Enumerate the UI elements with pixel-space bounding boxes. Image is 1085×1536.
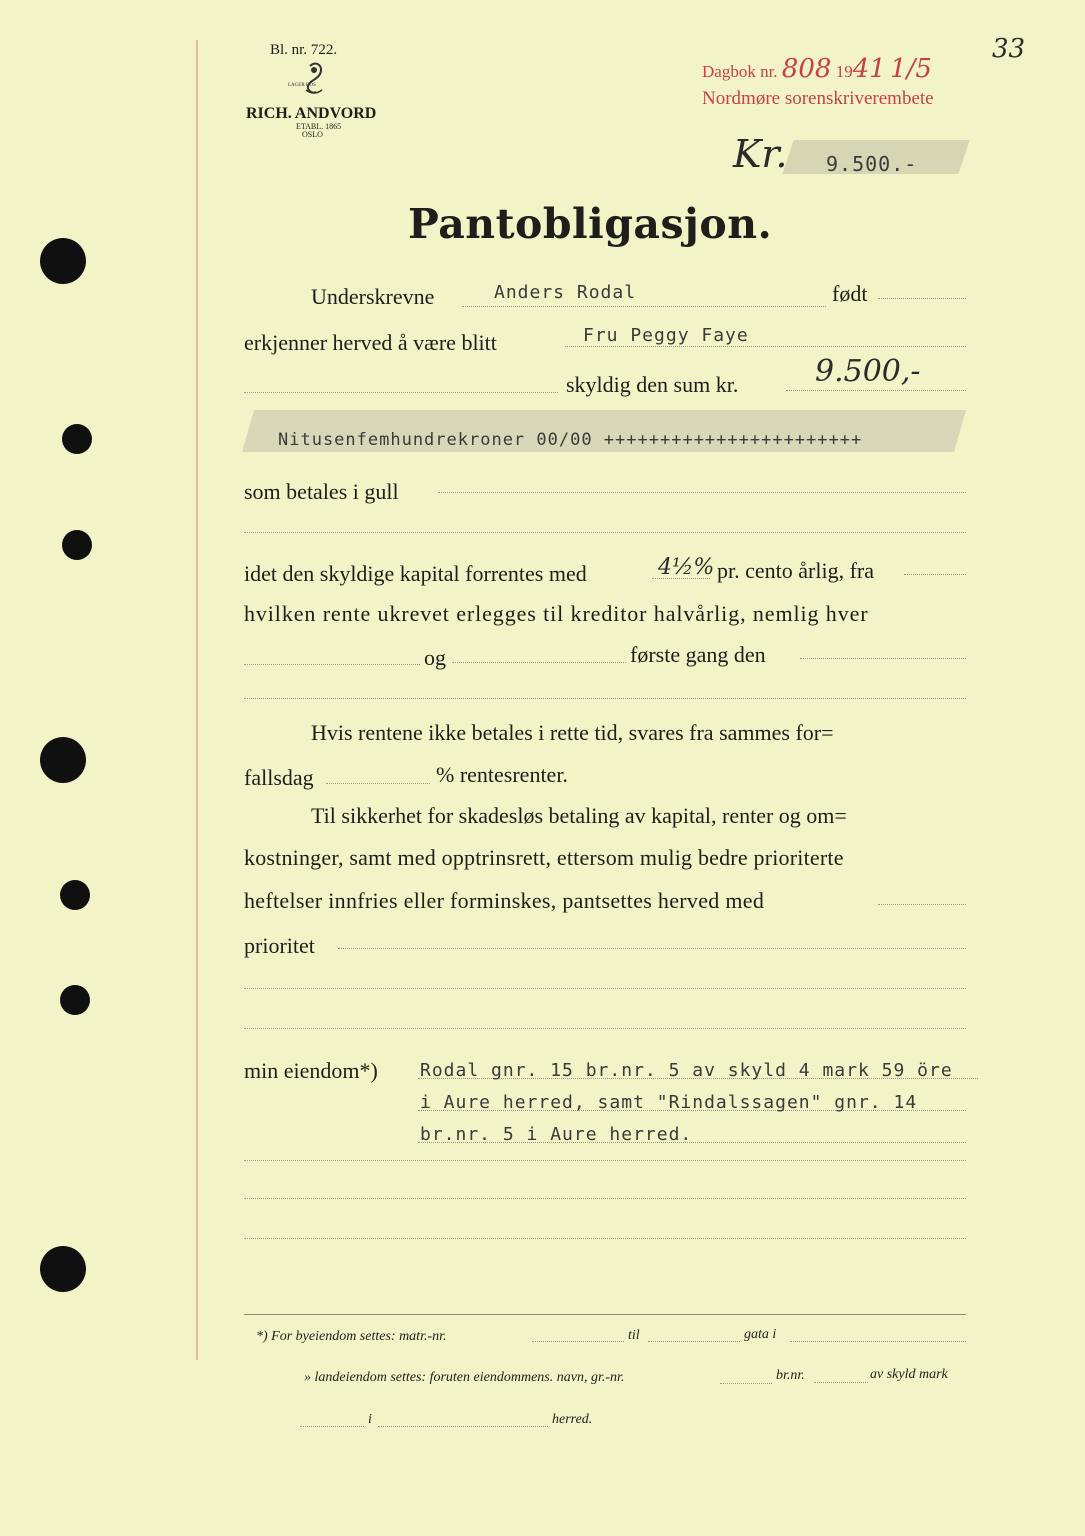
punch-hole xyxy=(62,424,92,454)
erkjenner-line xyxy=(565,346,966,347)
form-number: Bl. nr. 722. xyxy=(270,42,338,58)
margin-line xyxy=(196,40,198,1360)
creditor-value: Fru Peggy Faye xyxy=(583,325,749,346)
kr-amount: 9.500.- xyxy=(826,152,918,176)
office-stamp: Nordmøre sorenskriverembete xyxy=(702,88,934,109)
interest-label: idet den skyldige kapital forrentes med xyxy=(244,561,587,586)
til-text: Til sikkerhet for skadesløs betaling av kapital, renter og om= xyxy=(311,803,847,828)
footnote-line-3b: herred. xyxy=(552,1412,593,1427)
publisher-logo xyxy=(284,60,344,102)
eiendom-line-1-text: Rodal gnr. 15 br.nr. 5 av skyld 4 mark 59 öre xyxy=(420,1060,953,1081)
page-number: 33 xyxy=(992,34,1026,64)
forste-line xyxy=(800,658,966,659)
prioritet-label: prioritet xyxy=(244,933,315,958)
punch-hole xyxy=(40,238,86,284)
footnote-rule xyxy=(244,1314,966,1315)
fallsdag-label: fallsdag xyxy=(244,765,314,790)
erkjenner-label: erkjenner herved å være blitt xyxy=(244,330,497,355)
heftelser-text: heftelser innfries eller forminskes, pantsettes herved med xyxy=(244,888,765,913)
skyldig-lead-line xyxy=(244,392,558,393)
footnote-line-3-dots xyxy=(378,1426,548,1427)
kostninger-text: kostninger, samt med opptrinsrett, ettersom mulig bedre prioriterte xyxy=(244,845,844,870)
og-label: og xyxy=(424,645,446,670)
hvis-text: Hvis rentene ikke betales i rette tid, svares fra sammes for= xyxy=(311,720,834,745)
blank-line-2 xyxy=(244,988,966,989)
footnote-line-2c: av skyld mark xyxy=(870,1367,948,1382)
footnote-line-2a: » landeiendom settes: foruten eiendommens. navn, gr.-nr. xyxy=(304,1370,625,1385)
kr-label: Kr. xyxy=(733,132,788,176)
fallsdag-line xyxy=(326,783,430,784)
blank-line-3 xyxy=(244,1028,966,1029)
publisher-established: ETABL. 1865 xyxy=(296,122,342,131)
punch-hole xyxy=(60,880,90,910)
betales-line xyxy=(438,492,966,493)
punch-hole xyxy=(62,530,92,560)
publisher-name: RICH. ANDVORD xyxy=(246,105,377,122)
skyldig-label: skyldig den sum kr. xyxy=(566,372,739,397)
blank-line-1 xyxy=(244,698,966,699)
skyldig-line xyxy=(786,390,966,391)
betales-label: som betales i gull xyxy=(244,479,399,504)
og-line xyxy=(452,662,626,663)
dagbok-number: 808 xyxy=(781,54,832,84)
underskrevne-label: Underskrevne xyxy=(311,284,435,309)
footnote-line-2b-dots xyxy=(814,1382,868,1383)
footnote-line-1c-dots xyxy=(790,1341,966,1342)
dagbok-year: 41 xyxy=(852,54,886,84)
underskrevne-value: Anders Rodal xyxy=(494,282,637,303)
dagbok-label: Dagbok nr. xyxy=(702,62,778,81)
interest-rate: 4½% xyxy=(658,555,715,580)
eiendom-line-2-text: i Aure herred, samt "Rindalssagen" gnr. 14 xyxy=(420,1092,918,1113)
footnote-line-1c: gata i xyxy=(744,1327,777,1342)
publisher-city: OSLO xyxy=(302,130,323,139)
amount-in-words: Nitusenfemhundrekroner 00/00 +++++++++++++++++++++++ xyxy=(278,430,863,450)
rentesrenter-label: % rentesrenter. xyxy=(436,762,568,787)
prioritet-line xyxy=(338,948,966,949)
punch-hole xyxy=(40,1246,86,1292)
fodt-label: født xyxy=(832,281,868,306)
blank-line-6 xyxy=(244,1238,966,1239)
interest-fra-line xyxy=(904,574,966,575)
footnote-line-1a-dots xyxy=(532,1341,624,1342)
dagbok-year-prefix: 19 xyxy=(835,62,853,81)
blank-line-5 xyxy=(244,1198,966,1199)
fodt-line xyxy=(878,298,966,299)
forste-label: første gang den xyxy=(630,642,766,667)
eiendom-line-3-text: br.nr. 5 i Aure herred. xyxy=(420,1124,693,1145)
footnote-line-1b-dots xyxy=(648,1341,740,1342)
document-title: Pantobligasjon. xyxy=(408,200,773,248)
svg-text:LAGER HOS: LAGER HOS xyxy=(288,83,316,88)
eiendom-label: min eiendom*) xyxy=(244,1058,378,1083)
footnote-line-1a: *) For byeiendom settes: matr.-nr. xyxy=(256,1329,447,1344)
dagbok-stamp xyxy=(702,54,932,84)
hvilken-text: hvilken rente ukrevet erlegges til kreditor halvårlig, nemlig hver xyxy=(244,601,869,626)
underskrevne-line xyxy=(462,306,826,307)
footnote-line-1b: til xyxy=(628,1328,640,1343)
footnote-line-3a: i xyxy=(368,1412,372,1427)
heftelser-line xyxy=(878,904,966,905)
footnote-line-2b: br.nr. xyxy=(776,1368,805,1383)
footnote-line-3-lead xyxy=(300,1426,364,1427)
skyldig-amount: 9.500,- xyxy=(815,354,921,389)
punch-hole xyxy=(40,737,86,783)
footnote-line-2a-dots xyxy=(720,1383,772,1384)
betales-line-2 xyxy=(244,532,966,533)
interest-label-b: pr. cento årlig, fra xyxy=(717,558,874,583)
og-lead-line xyxy=(244,664,420,665)
dagbok-date: 1/5 xyxy=(890,54,932,84)
punch-hole xyxy=(60,985,90,1015)
blank-line-4 xyxy=(244,1160,966,1161)
